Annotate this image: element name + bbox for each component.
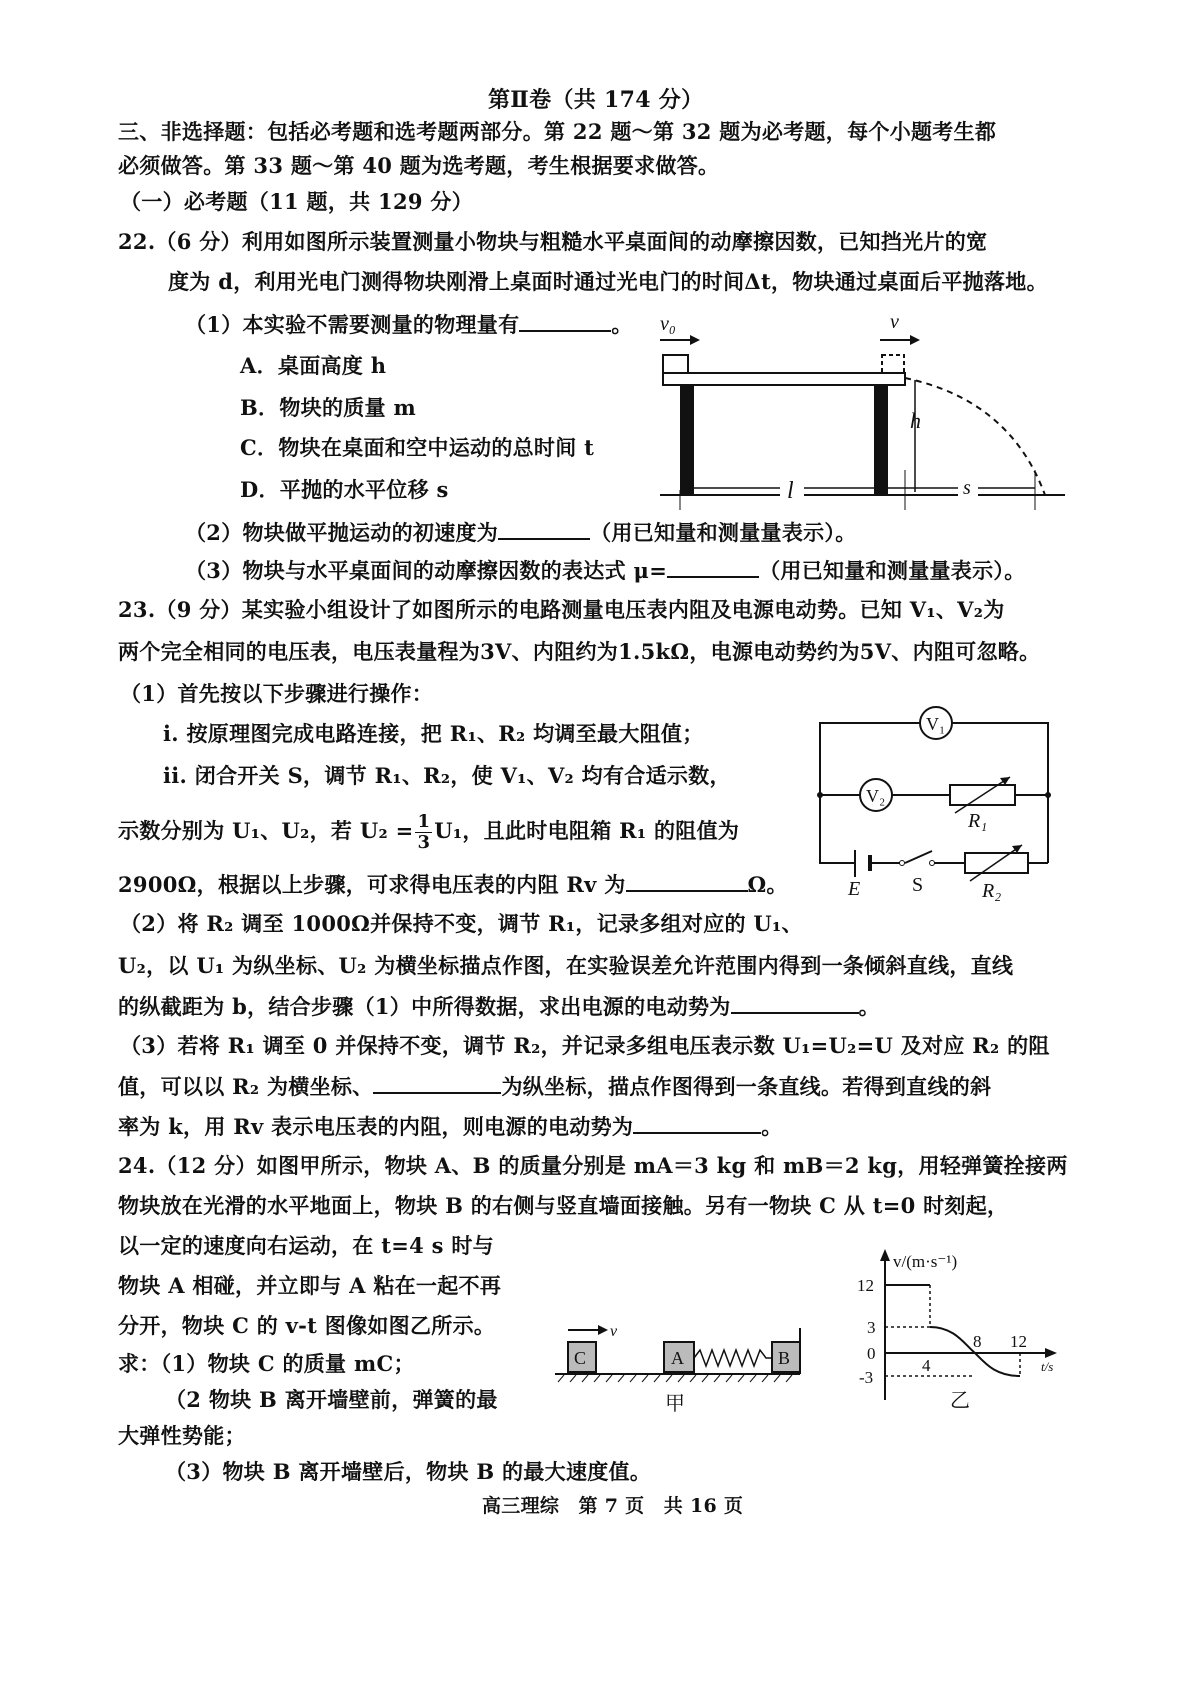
section-heading: （一）必考题（11 题，共 129 分） — [120, 189, 473, 214]
e-label: E — [848, 878, 861, 900]
q22-part-2 — [185, 518, 857, 547]
q23-line-2: 两个完全相同的电压表，电压表量程为3V、内阻约为1.5kΩ，电源电动势约为5V、内阻可忽略。 — [118, 639, 1041, 664]
block — [663, 355, 688, 373]
table-leg-left — [680, 385, 694, 495]
q24-question-1: 求：（1）物块 C 的质量 mC； — [118, 1351, 415, 1376]
table-leg-right — [874, 385, 888, 495]
q23-part-3-end: 。 — [761, 1114, 783, 1139]
q22-option-b: B．物块的质量 m — [240, 395, 416, 420]
q22-part-3-end: （用已知量和测量量表示）。 — [759, 558, 1026, 583]
figure-yi-vt-graph — [845, 1245, 1065, 1415]
circuit-diagram — [810, 705, 1060, 905]
q23-part-3-line-2 — [118, 1072, 991, 1101]
answer-blank — [731, 992, 859, 1014]
q24-line-3: 以一定的速度向右运动，在 t=4 s 时与 — [118, 1233, 494, 1258]
q24-line-5: 分开，物块 C 的 v-t 图像如图乙所示。 — [118, 1313, 496, 1338]
q22-part-2-text: （2）物块做平抛运动的初速度为 — [185, 520, 499, 545]
x-tick-12: 12 — [1010, 1332, 1027, 1351]
q23-rv-end: Ω。 — [747, 872, 788, 897]
y-tick-neg3: -3 — [859, 1368, 874, 1387]
l-label: l — [787, 478, 794, 504]
figure-yi-caption: 乙 — [950, 1390, 970, 1412]
q22-part-1 — [185, 310, 633, 339]
table-top — [663, 373, 905, 385]
q23-part-3-text-3: 率为 k，用 Rv 表示电压表的内阻，则电源的电动势为 — [118, 1114, 634, 1139]
q24-question-3: （3）物块 B 离开墙壁后，物块 B 的最大速度值。 — [165, 1459, 652, 1484]
q23-part-2-text: 的纵截距为 b，结合步骤（1）中所得数据，求出电源的电动势为 — [118, 994, 731, 1019]
voltmeter-v1-label: V₁ — [926, 714, 946, 734]
q23-part-3-line-1: （3）若将 R₁ 调至 0 并保持不变，调节 R₂，并记录多组电压表示数 U₁=U₂=U 及对应 R₂ 的阻 — [120, 1033, 1050, 1058]
q24-line-1: 24.（12 分）如图甲所示，物块 A、B 的质量分别是 mA＝3 kg 和 mB＝2 kg，用轻弹簧拴接两 — [118, 1153, 1068, 1178]
block-dashed — [882, 355, 904, 373]
q23-part-3-text: 值，可以以 R₂ 为横坐标、 — [118, 1074, 374, 1099]
block-b-label: B — [778, 1348, 791, 1368]
velocity-label: v — [610, 1323, 618, 1340]
q23-part-3-line-3 — [118, 1112, 783, 1141]
q23-step-ii: ii. 闭合开关 S，调节 R₁、R₂，使 V₁、V₂ 均有合适示数， — [163, 763, 731, 788]
y-tick-3: 3 — [867, 1318, 876, 1337]
q24-line-2: 物块放在光滑的水平地面上，物块 B 的右侧与竖直墙面接触。另有一物块 C 从 t=0 时刻起， — [118, 1193, 1009, 1218]
answer-blank — [519, 310, 611, 332]
voltmeter-v2-label: V₂ — [866, 786, 886, 806]
q23-line-1: 23.（9 分）某实验小组设计了如图所示的电路测量电压表内阻及电源电动势。已知 V₁、V₂为 — [118, 597, 1005, 622]
answer-blank — [626, 870, 748, 892]
q23-rv-line — [118, 870, 788, 899]
r1-label: R₁ — [968, 810, 988, 832]
q22-part-3-text: （3）物块与水平桌面间的动摩擦因数的表达式 μ= — [185, 558, 668, 583]
q22-line-1: 22.（6 分）利用如图所示装置测量小物块与粗糙水平桌面间的动摩擦因数，已知挡光片的宽 — [118, 229, 988, 254]
x-tick-4: 4 — [922, 1356, 931, 1375]
h-label: h — [910, 408, 921, 433]
v0-label: v₀ — [660, 313, 676, 335]
q22-part-3 — [185, 556, 1026, 585]
figure-jia-caption: 甲 — [665, 1393, 685, 1415]
v-label: v — [890, 311, 899, 333]
fraction-denominator: 3 — [417, 832, 431, 853]
intro-line-2: 必须做答。第 33 题～第 40 题为选考题，考生根据要求做答。 — [118, 153, 720, 178]
answer-blank — [498, 518, 590, 540]
q23-part-3-text-2: 为纵坐标，描点作图得到一条直线。若得到直线的斜 — [501, 1074, 992, 1099]
q22-part-1-text: （1）本实验不需要测量的物理量有 — [185, 312, 520, 337]
q22-line-2: 度为 d，利用光电门测得物块刚滑上桌面时通过光电门的时间Δt，物块通过桌面后平抛落地。 — [168, 269, 1048, 294]
y-tick-12: 12 — [857, 1276, 874, 1295]
q23-step-i: i. 按原理图完成电路连接，把 R₁、R₂ 均调至最大阻值； — [163, 721, 704, 746]
block-c-label: C — [574, 1348, 587, 1368]
answer-blank — [373, 1072, 501, 1094]
s-label: s — [963, 477, 971, 499]
q22-option-a: A．桌面高度 h — [240, 353, 387, 378]
table-projectile-figure — [650, 310, 1070, 510]
fraction — [415, 812, 432, 853]
q23-part-2-line-1: （2）将 R₂ 调至 1000Ω并保持不变，调节 R₁，记录多组对应的 U₁、 — [120, 911, 803, 936]
q23-part-1: （1）首先按以下步骤进行操作： — [120, 681, 434, 706]
page-footer: 高三理综 第 7 页 共 16 页 — [482, 1495, 744, 1517]
q23-rv-text: 2900Ω，根据以上步骤，可求得电压表的内阻 Rv 为 — [118, 872, 626, 897]
switch-label: S — [912, 874, 924, 896]
spring — [694, 1350, 772, 1366]
q22-option-c: C．物块在桌面和空中运动的总时间 t — [240, 435, 595, 460]
x-tick-8: 8 — [973, 1332, 982, 1351]
q23-part-2-end: 。 — [858, 994, 880, 1019]
y-axis-label: v/(m·s⁻¹) — [893, 1252, 958, 1271]
answer-blank — [633, 1112, 761, 1134]
q23-part-2-line-3 — [118, 992, 880, 1021]
q22-part-2-end: （用已知量和测量量表示）。 — [590, 520, 857, 545]
q23-readings-line — [118, 812, 739, 853]
block-a-label: A — [671, 1348, 684, 1368]
figure-jia-blocks — [550, 1318, 810, 1418]
answer-blank — [667, 556, 759, 578]
q22-option-d: D．平抛的水平位移 s — [240, 477, 449, 502]
r2-label: R₂ — [982, 880, 1002, 902]
q24-question-2-cont: 大弹性势能； — [118, 1423, 246, 1448]
q24-line-4: 物块 A 相碰，并立即与 A 粘在一起不再 — [118, 1273, 502, 1298]
fraction-numerator: 1 — [417, 811, 431, 832]
y-tick-0: 0 — [867, 1344, 876, 1363]
x-axis-label: t/s — [1041, 1359, 1054, 1374]
q24-question-2: （2 物块 B 离开墙壁前，弹簧的最 — [165, 1387, 498, 1412]
q22-part-1-end: 。 — [611, 312, 633, 337]
q23-part-2-line-2: U₂，以 U₁ 为纵坐标、U₂ 为横坐标描点作图，在实验误差允许范围内得到一条倾斜直线，直线 — [118, 953, 1014, 978]
q23-readings-text-2: U₁，且此时电阻箱 R₁ 的阻值为 — [434, 818, 740, 843]
intro-line-1: 三、非选择题：包括必考题和选考题两部分。第 22 题～第 32 题为必考题，每个小题考生都 — [118, 119, 997, 144]
q23-readings-text: 示数分别为 U₁、U₂，若 U₂ = — [118, 818, 414, 843]
section-title: 第Ⅱ卷（共 174 分） — [488, 87, 704, 113]
